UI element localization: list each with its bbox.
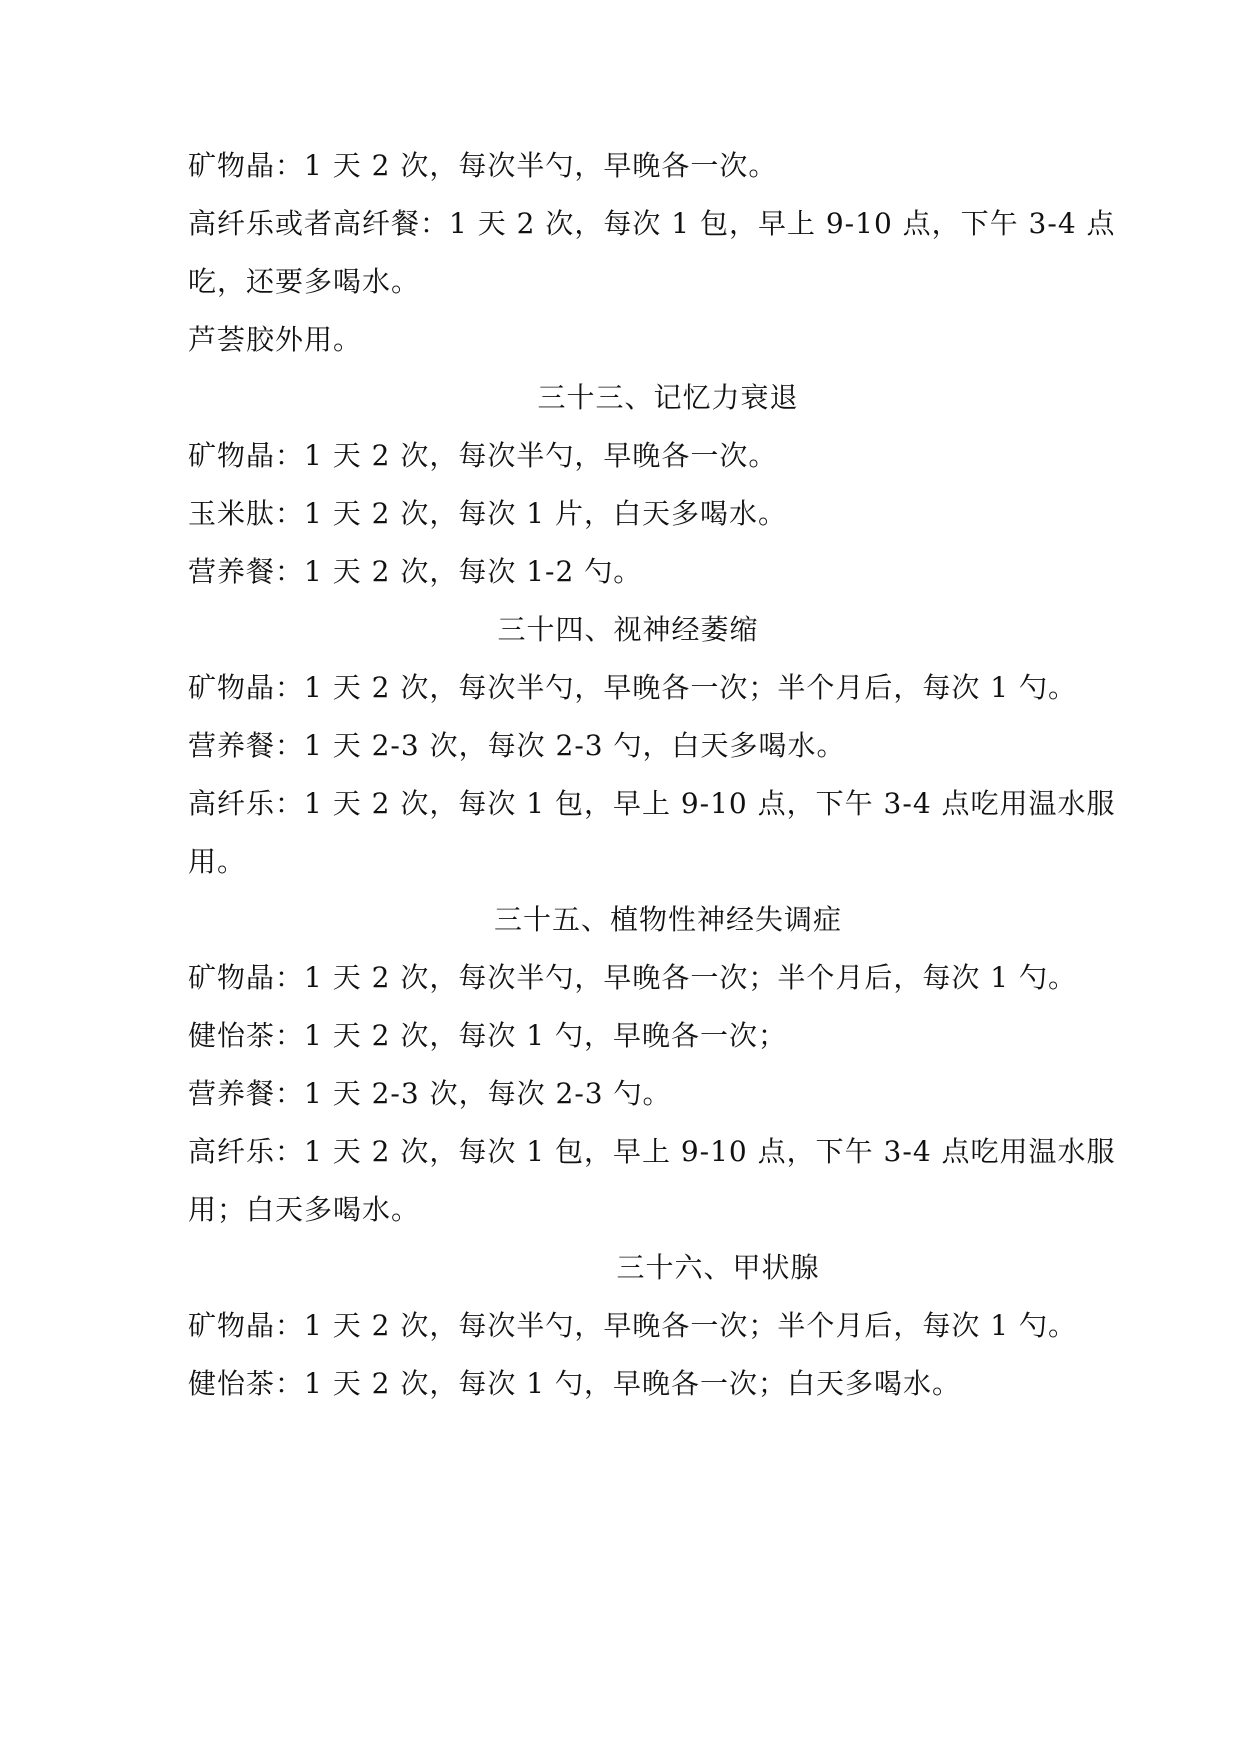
paragraph-line: 矿物晶：1 天 2 次，每次半勺，早晚各一次；半个月后，每次 1 勺。 xyxy=(188,671,1077,704)
paragraph-line: 用。 xyxy=(188,845,247,878)
paragraph-line: 芦荟胶外用。 xyxy=(188,323,363,356)
section-heading: 三十四、视神经萎缩 xyxy=(497,613,759,646)
paragraph-line: 营养餐：1 天 2-3 次，每次 2-3 勺，白天多喝水。 xyxy=(188,729,846,762)
paragraph-line: 矿物晶：1 天 2 次，每次半勺，早晚各一次；半个月后，每次 1 勺。 xyxy=(188,961,1077,994)
paragraph-line: 吃，还要多喝水。 xyxy=(188,265,421,298)
paragraph-line: 高纤乐：1 天 2 次，每次 1 包，早上 9-10 点，下午 3-4 点吃用温水服 xyxy=(188,1135,1116,1168)
paragraph-line: 用；白天多喝水。 xyxy=(188,1193,421,1226)
paragraph-line: 矿物晶：1 天 2 次，每次半勺，早晚各一次。 xyxy=(188,439,778,472)
paragraph-line: 矿物晶：1 天 2 次，每次半勺，早晚各一次。 xyxy=(188,149,778,182)
paragraph-line: 高纤乐：1 天 2 次，每次 1 包，早上 9-10 点，下午 3-4 点吃用温水服 xyxy=(188,787,1116,820)
paragraph-line: 健怡茶：1 天 2 次，每次 1 勺，早晚各一次；白天多喝水。 xyxy=(188,1367,961,1400)
section-heading: 三十六、甲状腺 xyxy=(616,1251,820,1284)
section-heading: 三十五、植物性神经失调症 xyxy=(493,903,842,936)
paragraph-line: 健怡茶：1 天 2 次，每次 1 勺，早晚各一次； xyxy=(188,1019,787,1052)
paragraph-line: 营养餐：1 天 2-3 次，每次 2-3 勺。 xyxy=(188,1077,672,1110)
section-heading: 三十三、记忆力衰退 xyxy=(537,381,799,414)
paragraph-line: 营养餐：1 天 2 次，每次 1-2 勺。 xyxy=(188,555,643,588)
paragraph-line: 高纤乐或者高纤餐：1 天 2 次，每次 1 包，早上 9-10 点，下午 3-4 点 xyxy=(188,207,1116,240)
paragraph-line: 矿物晶：1 天 2 次，每次半勺，早晚各一次；半个月后，每次 1 勺。 xyxy=(188,1309,1077,1342)
paragraph-line: 玉米肽：1 天 2 次，每次 1 片，白天多喝水。 xyxy=(188,497,787,530)
